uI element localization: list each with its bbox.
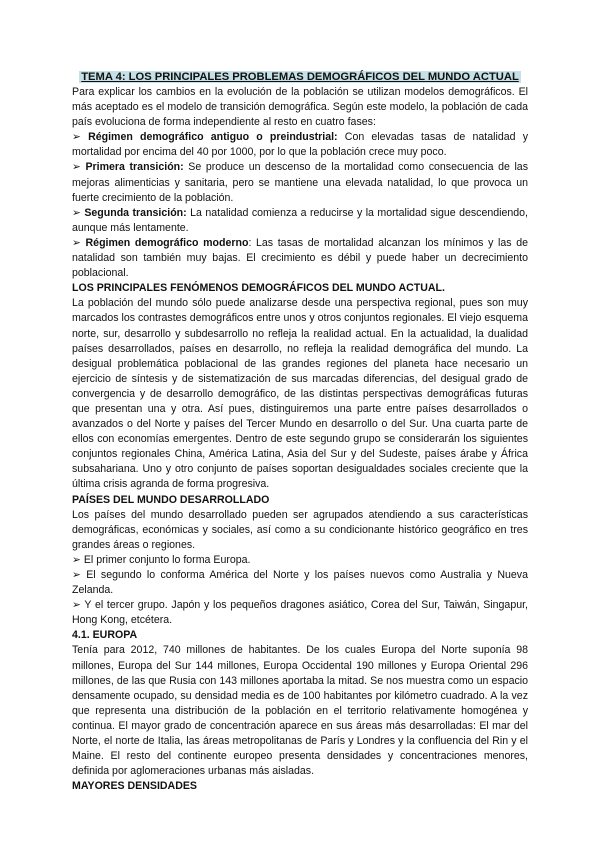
phase-text: : Las tasas de mortalidad alcanzan los mínimos y las de natalidad son también muy bajas. El crecimiento es débil y puede haber un decrecimiento poblacional. — [72, 236, 528, 280]
intro-paragraph: Para explicar los cambios en la evolución de la población se utilizan modelos demográficos. El más aceptado es el modelo de transición demográfica. Según este modelo, la población de cada país evoluciona de forma independiente al resto en cuatro fases: — [72, 86, 528, 129]
region-item — [72, 598, 528, 628]
phase-item — [72, 206, 528, 236]
phase-text: La natalidad comienza a reducirse y la mortalidad sigue descendiendo, aunque más lentamente. — [72, 206, 528, 234]
arrow-bullet-icon: ➢ — [72, 569, 81, 581]
arrow-bullet-icon: ➢ — [72, 161, 81, 174]
phase-term: Régimen demográfico antiguo o preindustrial: — [88, 131, 338, 144]
region-item — [72, 568, 528, 598]
phase-text: Con elevadas tasas de natalidad y mortalidad por encima del 40 por 1000, por lo que la población crece muy poco. — [72, 131, 528, 159]
section-body-desarrollado: Los países del mundo desarrollado pueden ser agrupados atendiendo a sus características demográficas, económicas y sociales, así como a su condicionante histórico geográfico en tres grandes áreas o regiones. — [72, 508, 528, 551]
arrow-bullet-icon: ➢ — [72, 599, 81, 612]
phase-list — [72, 130, 528, 281]
section-heading-europa: 4.1. EUROPA — [72, 629, 138, 642]
section-heading-fenomenos: LOS PRINCIPALES FENÓMENOS DEMOGRÁFICOS DEL MUNDO ACTUAL. — [72, 282, 445, 295]
phase-term: Primera transición: — [85, 161, 184, 174]
arrow-bullet-icon: ➢ — [72, 236, 81, 249]
section-heading-desarrollado: PAÍSES DEL MUNDO DESARROLLADO — [72, 493, 270, 506]
phase-term: Régimen demográfico moderno — [85, 236, 249, 249]
section-body-fenomenos: La población del mundo sólo puede analizarse desde una perspectiva regional, pues son muy marcados los contrastes demográficos entre unos y otros conjuntos regionales. El viejo esquema norte, sur, desarrollo y subdesarrollo no refleja la realidad actual. En la actualidad, la dualidad países desarrollados, países en desarrollo, no refleja la realidad demográfica del mundo. La desigual problemática poblacional de las grandes regiones del planeta hace necesario un ejercicio de síntesis y de sistematización de sus marcadas diferencias, del desigual grado de convergencia y de desarrollo demográfico, de las distintas perspectivas demográficas futuras que presentan una y otra. Así pues, distinguiremos una parte entre países desarrollados o avanzados o del Norte y países del Tercer Mundo en desarrollo o del Sur. Una cuarta parte de ellos con economías emergentes. Dentro de este segundo grupo se considerarán los siguientes conjuntos regionales China, América Latina, Asia del Sur y del Sudeste, países árabe y África subsahariana. Uno y otro conjunto de países soportan desigualdades sociales creciente que la última crisis agranda de forma progresiva. — [72, 297, 528, 491]
phase-item — [72, 130, 528, 160]
section-heading-densidades: MAYORES DENSIDADES — [72, 780, 197, 793]
page-title-text: TEMA 4: LOS PRINCIPALES PROBLEMAS DEMOGRÁFICOS DEL MUNDO ACTUAL — [81, 71, 519, 83]
arrow-bullet-icon: ➢ — [72, 206, 81, 219]
arrow-bullet-icon: ➢ — [72, 131, 81, 144]
phase-item — [72, 160, 528, 205]
arrow-bullet-icon: ➢ — [72, 553, 81, 566]
region-text: El primer conjunto lo forma Europa. — [83, 553, 251, 566]
phase-item — [72, 236, 528, 281]
region-text: Y el tercer grupo. Japón y los pequeños dragones asiático, Corea del Sur, Taiwán, Singapur, Hong Kong, etcétera. — [72, 599, 528, 627]
region-text: El segundo lo conforma América del Norte y los países nuevos como Australia y Nueva Zelanda. — [72, 569, 528, 597]
region-list — [72, 553, 528, 628]
section-body-europa: Tenía para 2012, 740 millones de habitantes. De los cuales Europa del Norte suponía 98 millones, Europa del Sur 144 millones, Europa Occidental 190 millones y Europa Oriental 296 millones, de las que Rusia con 143 millones aportaba la mitad. Se nos muestra como un espacio densamente ocupado, su densidad media es de 100 habitantes por kilómetro cuadrado. A la vez que representa una distribución de la población en el territorio relativamente homogénea y continua. El mayor grado de concentración aparece en sus áreas más desarrolladas: El mar del Norte, el norte de Italia, las áreas metropolitanas de París y Londres y la confluencia del Rin y el Maine. El resto del continente europeo presenta densidades y concentraciones menores, definida por aglomeraciones urbanas más aisladas. — [72, 644, 528, 778]
phase-term: Segunda transición: — [84, 206, 187, 219]
region-item — [72, 553, 528, 568]
page-title — [72, 70, 528, 84]
phase-text: Se produce un descenso de la mortalidad como consecuencia de las mejoras alimenticias y sanitaria, pero se mantiene una elevada natalidad, lo que provoca un fuerte crecimiento de la población. — [72, 161, 528, 204]
